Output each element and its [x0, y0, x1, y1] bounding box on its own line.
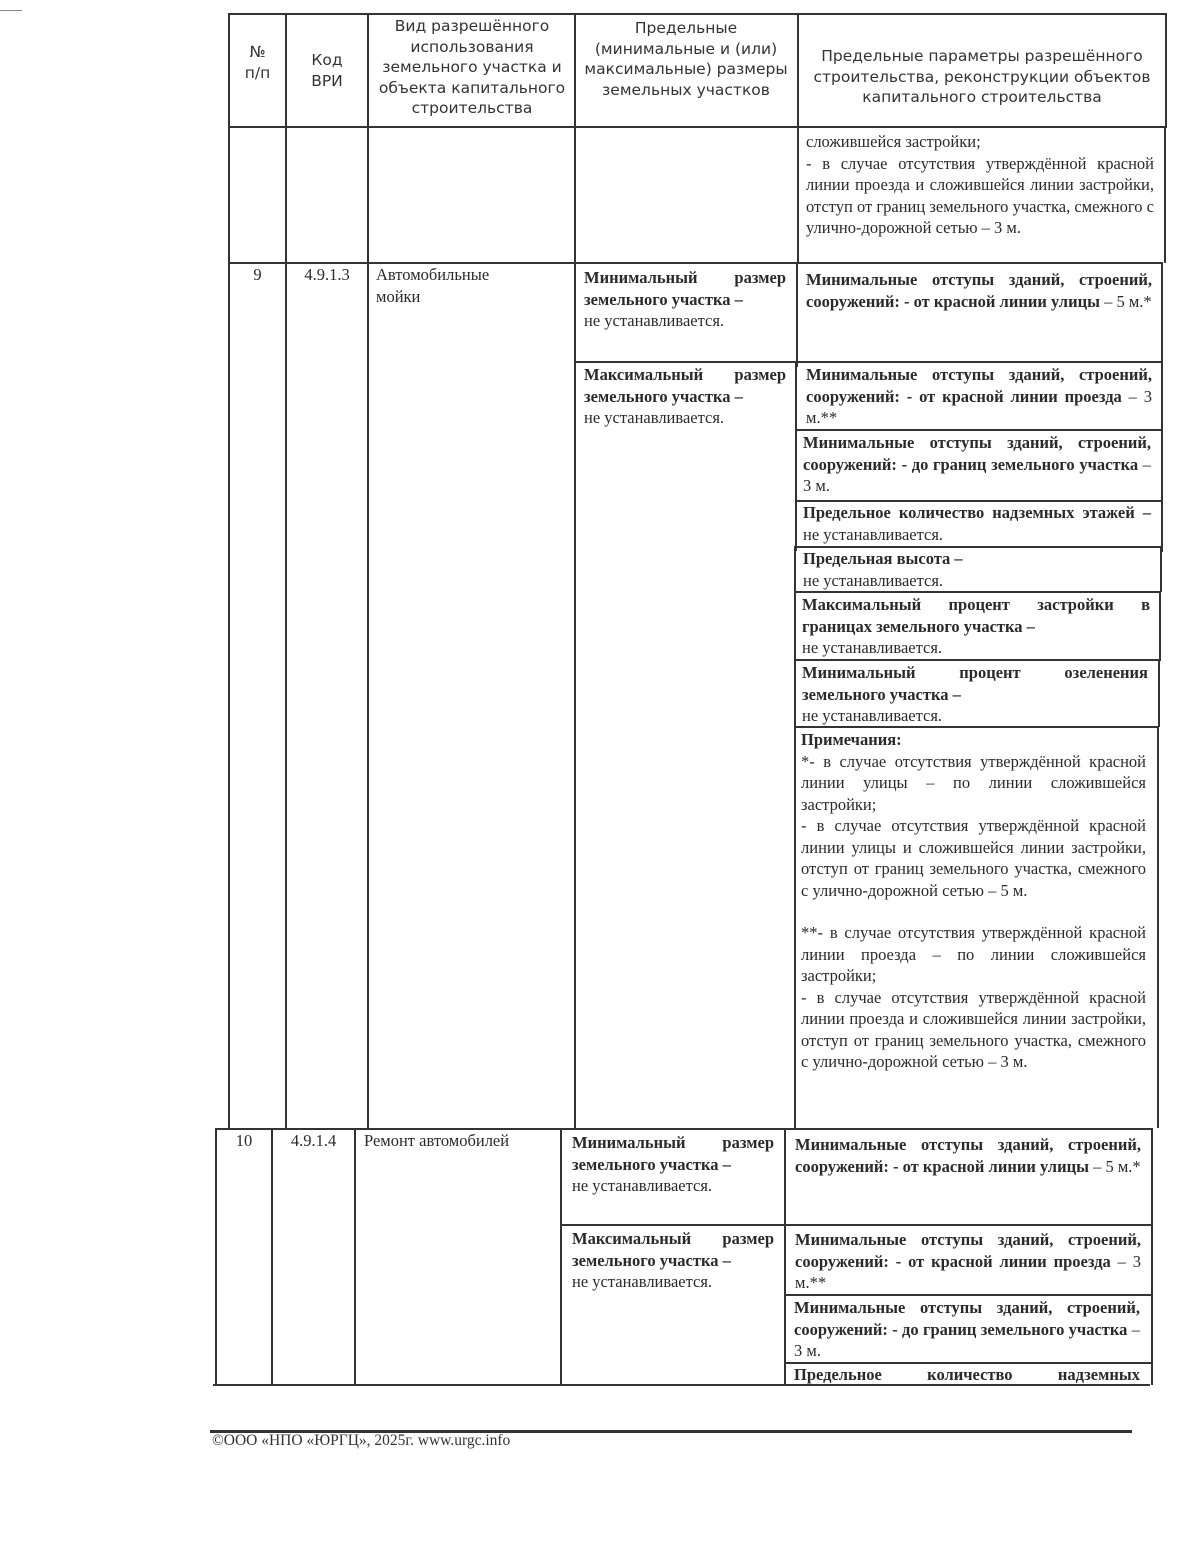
param-floors: Предельное количество надземных: [794, 1365, 1140, 1384]
param-street-setback: [795, 1134, 1141, 1177]
row-usage-type: Автомобильные мойки: [376, 265, 490, 306]
note-item: - в случае отсутствия утверждённой красной линии проезда и сложившейся линии застройки, отступ от границ земельного участка, смежного с улично-дорожной сетью – 3 м.: [801, 987, 1146, 1071]
row-number: 9: [253, 265, 262, 284]
header-construction-params: Предельные параметры разрешённого строительства, реконструкции объектов капитального строительства: [813, 47, 1151, 106]
param-value: не устанавливается.: [802, 638, 943, 657]
param-value: – 5 м.*: [1088, 1156, 1141, 1176]
param-label-detail: - от красной линии проезда: [906, 386, 1122, 406]
param-boundary-setback: [803, 432, 1151, 497]
min-plot-size-value: не устанавливается.: [584, 311, 725, 330]
footer-copyright: ©ООО «НПО «ЮРГЦ», 2025г. www.urgc.info: [212, 1432, 511, 1449]
param-passage-setback: [806, 364, 1152, 429]
row-code: 4.9.1.3: [304, 265, 350, 284]
notes: [801, 729, 1146, 1073]
continuation-line-2: - в случае отсутствия утверждённой красной линии проезда и сложившейся линии застройки, отступ от границ земельного участка, смежного с улично-дорожной сетью – 3 м.: [806, 153, 1154, 237]
max-plot-size-value: не устанавливается.: [572, 1272, 713, 1291]
scan-edge-mark: [0, 10, 22, 11]
header-plot-size: Предельные (минимальные и (или) максимальные) размеры земельных участков: [584, 19, 788, 99]
param-value: не устанавливается.: [803, 524, 944, 544]
param-value: – 3 м.**: [795, 1251, 1142, 1292]
continuation-text: [806, 131, 1154, 239]
param-value: не устанавливается.: [803, 570, 944, 590]
param-label-detail: - от красной линии улицы: [904, 291, 1100, 311]
param-passage-setback: [795, 1229, 1141, 1294]
param-label: Минимальные отступы зданий, строений, сооружений:: [795, 1135, 1141, 1176]
note-spacer: [801, 901, 1146, 922]
param-label-detail: - до границ земельного участка: [901, 454, 1139, 474]
param-value: – 3 м.**: [806, 386, 1153, 427]
min-plot-size: [572, 1132, 774, 1197]
continuation-line-1: сложившейся застройки;: [806, 132, 981, 151]
min-plot-size-label: Минимальный размер земельного участка –: [584, 268, 786, 309]
max-plot-size: [584, 364, 786, 429]
param-label: Минимальные отступы зданий, строений, сооружений:: [806, 365, 1152, 406]
param-label: Минимальные отступы зданий, строений, сооружений:: [795, 1230, 1141, 1271]
param-max-coverage: [802, 594, 1150, 659]
param-label: Минимальные отступы зданий, строений, сооружений:: [806, 270, 1152, 311]
param-value: – 3 м.: [794, 1319, 1140, 1360]
row-number: 10: [235, 1131, 253, 1150]
param-value: не устанавливается.: [802, 706, 943, 725]
min-plot-size-label: Минимальный размер земельного участка –: [572, 1133, 774, 1174]
param-label: Минимальные отступы зданий, строений, сооружений:: [794, 1298, 1140, 1339]
row-code: 4.9.1.4: [290, 1131, 337, 1150]
header-usage-type: Вид разрешённого использования земельного участка и объекта капитального строительства: [378, 17, 566, 117]
param-label: Минимальные отступы зданий, строений, сооружений:: [803, 433, 1151, 474]
max-plot-size: [572, 1228, 774, 1293]
param-value: – 3 м.: [803, 454, 1152, 495]
param-label: Предельное количество надземных этажей –: [803, 503, 1151, 522]
param-label-detail: - от красной линии улицы: [893, 1156, 1089, 1176]
min-plot-size-value: не устанавливается.: [572, 1176, 713, 1195]
param-boundary-setback: [794, 1297, 1140, 1362]
note-item: *- в случае отсутствия утверждённой красной линии улицы – по линии сложившейся застройки;: [801, 751, 1146, 814]
param-label: Минимальный процент озеленения земельного участка –: [802, 663, 1148, 704]
param-floors: [803, 502, 1151, 545]
param-min-greenery: [802, 662, 1148, 727]
header-code: Код ВРИ: [311, 51, 343, 90]
notes-title: Примечания:: [801, 730, 902, 749]
note-item: **- в случае отсутствия утверждённой красной линии проезда – по линии сложившейся застройки;: [801, 923, 1146, 985]
note-item: - в случае отсутствия утверждённой красной линии улицы и сложившейся линии застройки, отступ от границ земельного участка, смежного с улично-дорожной сетью – 5 м.: [801, 816, 1146, 900]
max-plot-size-label: Максимальный размер земельного участка –: [572, 1229, 774, 1270]
param-value: – 5 м.*: [1099, 291, 1152, 311]
row-usage-type: Ремонт автомобилей: [364, 1131, 510, 1150]
param-label: Предельная высота –: [803, 549, 963, 568]
param-height: [803, 548, 1151, 591]
param-label: Максимальный процент застройки в границах земельного участка –: [802, 595, 1150, 636]
max-plot-size-label: Максимальный размер земельного участка –: [584, 365, 786, 406]
param-label-detail: - от красной линии проезда: [895, 1251, 1111, 1271]
param-label-detail: - до границ земельного участка: [892, 1319, 1128, 1339]
param-street-setback: [806, 269, 1152, 312]
min-plot-size: [584, 267, 786, 332]
max-plot-size-value: не устанавливается.: [584, 408, 725, 427]
header-number: № п/п: [244, 43, 271, 82]
